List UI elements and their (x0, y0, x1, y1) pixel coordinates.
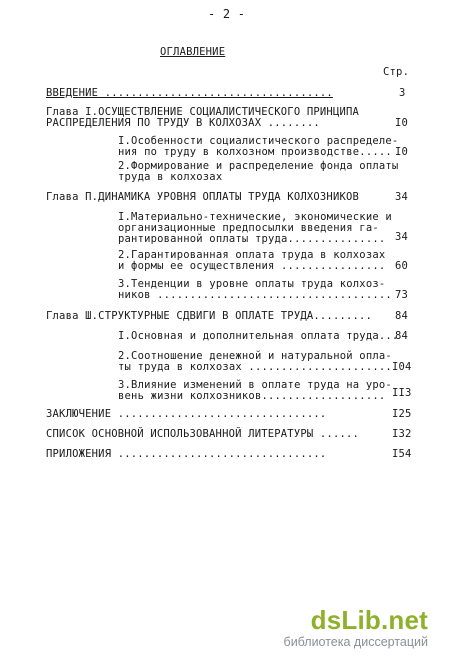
toc-chapter-3-page: 84 (395, 310, 409, 322)
page-number: - 2 - (208, 7, 246, 21)
toc-section-1-1-line1: I.Особенности социалистического распределе- (118, 135, 399, 147)
toc-section-3-3-page: II3 (392, 387, 412, 399)
watermark-subtitle: библиотека диссертаций (283, 635, 428, 649)
toc-section-2-3-line2: ников .................................... (118, 289, 392, 301)
toc-section-1-2-line2: труда в колхозах (118, 171, 223, 183)
toc-section-3-2-line1: 2.Соотношение денежной и натуральной опла- (118, 350, 392, 362)
toc-section-2-2-line2: и формы ее осуществления ................ (118, 260, 386, 272)
toc-section-2-1-line1: I.Материально-технические, экономические и (118, 211, 392, 223)
toc-bibliography-title: СПИСОК ОСНОВНОЙ ИСПОЛЬЗОВАННОЙ ЛИТЕРАТУРЫ ...... (46, 428, 360, 440)
toc-section-2-3-page: 73 (395, 289, 409, 301)
toc-section-2-2-page: 60 (395, 260, 409, 272)
toc-entry-introduction-title: ВВЕДЕНИЕ ................................... (46, 87, 333, 99)
toc-chapter-1-title-line2: РАСПРЕДЕЛЕНИЯ ПО ТРУДУ В КОЛХОЗАХ ........ (46, 117, 320, 129)
toc-heading: ОГЛАВЛЕНИЕ (160, 46, 226, 58)
toc-section-3-2-line2: ты труда в колхозах ...................... (118, 361, 392, 373)
toc-chapter-2-page: 34 (395, 191, 409, 203)
toc-conclusion-page: I25 (392, 408, 412, 420)
toc-section-1-2-line1: 2.Формирование и распределение фонда оплаты (118, 160, 399, 172)
toc-section-3-1-line1: I.Основная и дополнительная оплата труда... (118, 330, 399, 342)
toc-section-1-1-page: I0 (395, 146, 409, 158)
toc-appendices-title: ПРИЛОЖЕНИЯ ................................ (46, 448, 327, 460)
toc-section-2-1-line2: организационные предпосылки введения га- (118, 222, 379, 234)
toc-section-3-1-page: 84 (395, 330, 409, 342)
toc-conclusion-title: ЗАКЛЮЧЕНИЕ ................................ (46, 408, 327, 420)
toc-section-3-3-line2: вень жизни колхозников................... (118, 390, 386, 402)
page-column-label: Стр. (383, 66, 410, 78)
toc-section-2-3-line1: 3.Тенденции в уровне оплаты труда колхоз- (118, 278, 386, 290)
toc-chapter-3-title: Глава Ш.СТРУКТУРНЫЕ СДВИГИ В ОПЛАТЕ ТРУДА......... (46, 310, 373, 322)
toc-entry-introduction-page: 3 (399, 87, 406, 99)
toc-section-2-1-line3: рантированной оплаты труда............... (118, 233, 386, 245)
toc-appendices-page: I54 (392, 448, 412, 460)
watermark-logo: dsLib.net (310, 605, 428, 635)
toc-section-2-1-page: 34 (395, 231, 409, 243)
toc-chapter-1-page: I0 (395, 117, 409, 129)
toc-chapter-1-title-line1: Глава I.ОСУЩЕСТВЛЕНИЕ СОЦИАЛИСТИЧЕСКОГО ПРИНЦИПА (46, 106, 360, 118)
toc-section-3-3-line1: 3.Влияние изменений в оплате труда на уро- (118, 379, 392, 391)
toc-section-1-1-line2: ния по труду в колхозном производстве..... (118, 146, 392, 158)
toc-section-2-2-line1: 2.Гарантированная оплата труда в колхозах (118, 249, 386, 261)
toc-chapter-2-title: Глава П.ДИНАМИКА УРОВНЯ ОПЛАТЫ ТРУДА КОЛХОЗНИКОВ (46, 191, 360, 203)
toc-bibliography-page: I32 (392, 428, 412, 440)
toc-section-3-2-page: I04 (392, 361, 412, 373)
